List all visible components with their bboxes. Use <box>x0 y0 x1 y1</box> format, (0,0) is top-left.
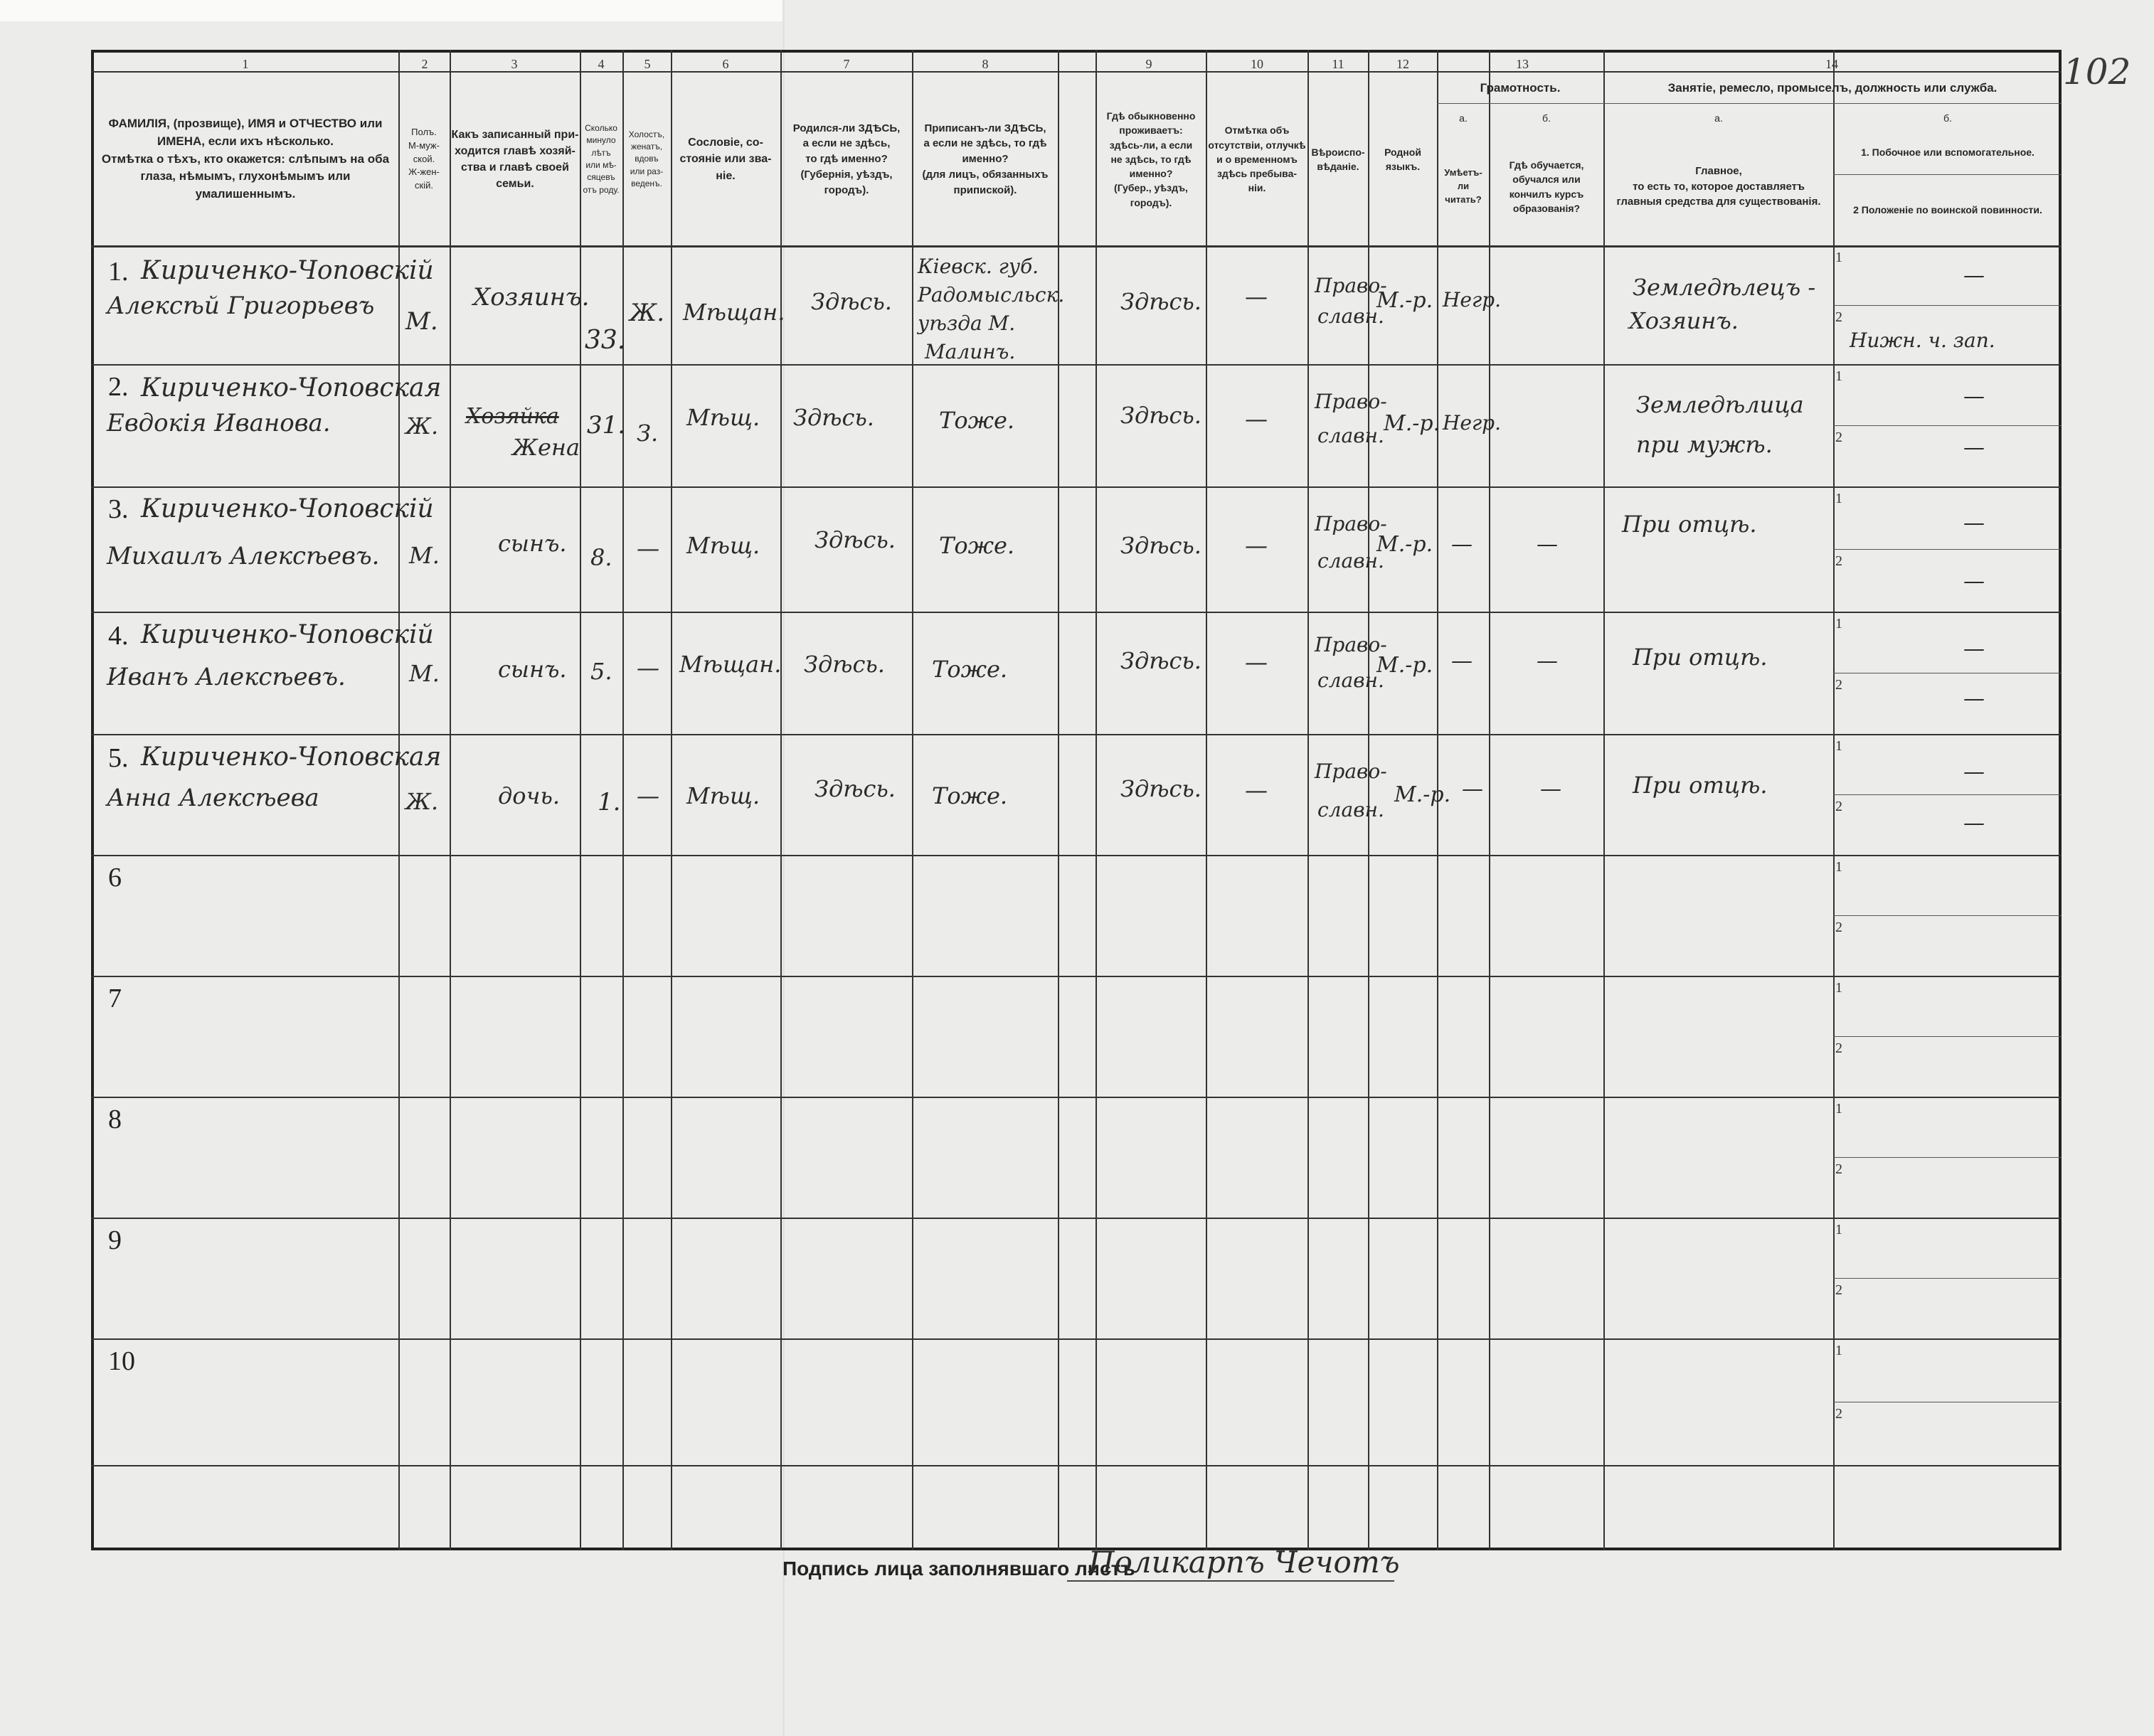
row4-religion-line2: славн. <box>1317 669 1384 692</box>
literacy-subrule <box>1437 103 1603 104</box>
col-divider <box>1603 50 1605 1550</box>
header-residence: Гдѣ обыкновенно проживаетъ: здѣсь-ли, а если не здѣсь, то гдѣ именно? (Губер., уѣздъ, городъ). <box>1106 110 1196 208</box>
row1-age: 33. <box>585 326 626 355</box>
row4-absence: — <box>1245 649 1268 676</box>
header-name: ФАМИЛІЯ, (прозвище), ИМЯ и ОТЧЕСТВО или ИМЕНА, если ихъ нѣсколько. Отмѣтка о тѣхъ, кто окажется: слѣпымъ на оба глаза, нѣмымъ, глухонѣмымъ или умалишеннымъ. <box>101 117 390 201</box>
header-can-read: Умѣетъ- ли читать? <box>1444 167 1482 205</box>
row2-literacy: Негр. <box>1443 411 1501 435</box>
header-occupation-b-letter: б. <box>1943 112 1952 124</box>
row-number-5: 5. <box>108 743 129 773</box>
row4-surname: Кириченко-Чоповскій <box>141 620 434 649</box>
row3-estate: Мѣщ. <box>686 532 760 559</box>
signature-label: Подпись лица заполнявшаго листъ <box>782 1557 1135 1580</box>
row4-age: 5. <box>590 658 612 685</box>
row-divider <box>91 1097 2062 1098</box>
row1-literacy: Негр. <box>1443 288 1501 311</box>
military-status-label: 2 <box>1835 309 1842 325</box>
row3-age: 8. <box>590 544 612 571</box>
header-birthplace: Родился-ли ЗДѢСЬ, а если не здѣсь, то гдѣ именно? (Губернія, уѣздъ, городъ). <box>792 122 901 196</box>
row4-birthplace: Здѣсь. <box>804 651 885 678</box>
column-number-7: 7 <box>843 57 850 71</box>
col-divider <box>1058 50 1059 1550</box>
row2-age: 31. <box>587 411 626 440</box>
col-divider <box>580 50 581 1550</box>
row2-relation: Жена <box>512 434 580 461</box>
header-religion: Вѣроиспо- вѣданіе. <box>1311 146 1365 172</box>
military-subrow-divider <box>1833 1278 2062 1279</box>
row3-residence: Здѣсь. <box>1120 532 1201 559</box>
row4-relation: сынъ. <box>498 656 567 683</box>
column-number-12: 12 <box>1396 57 1409 71</box>
side-occupation-label: 1 <box>1835 1343 1842 1358</box>
col-divider <box>671 50 672 1550</box>
column-number-2: 2 <box>421 57 428 71</box>
row2-religion-line1: Право- <box>1315 390 1387 413</box>
header-main-occupation: Главное, то есть то, которое доставляетъ главныя средства для существованія. <box>1616 164 1821 208</box>
row-divider <box>91 976 2062 977</box>
row1-estate: Мѣщан. <box>683 299 785 326</box>
row1-military-status: Нижн. ч. зап. <box>1850 329 1995 352</box>
row1-religion-line1: Право- <box>1315 274 1387 297</box>
occupation-subrule <box>1603 103 2062 104</box>
row-divider <box>91 612 2062 613</box>
row5-birthplace: Здѣсь. <box>815 775 896 802</box>
military-status-label: 2 <box>1835 920 1842 935</box>
row5-registered: Тоже. <box>932 782 1008 809</box>
header-education: Гдѣ обучается, обучался или кончилъ курсъ образованія? <box>1509 159 1584 214</box>
side-occupation-label: 1 <box>1835 1222 1842 1237</box>
header-occupation: Занятіе, ремесло, промыселъ, должность или служба. <box>1667 80 1998 95</box>
row5-education: — <box>1540 777 1561 802</box>
signature-line <box>1067 1580 1394 1582</box>
side-occupation-label: 1 <box>1835 368 1842 384</box>
row-divider <box>91 1338 2062 1340</box>
row4-main-occupation: При отцѣ. <box>1633 644 1768 671</box>
military-subrow-divider <box>1833 794 2062 795</box>
side-occupation-label: 1 <box>1835 1101 1842 1117</box>
col-divider <box>1489 50 1490 1550</box>
row1-birthplace: Здѣсь. <box>811 288 892 315</box>
side-occupation-label: 1 <box>1835 491 1842 506</box>
column-number-8: 8 <box>982 57 989 71</box>
row1-sex: М. <box>405 307 438 336</box>
column-number-5: 5 <box>644 57 651 71</box>
row4-sex: М. <box>409 660 440 687</box>
row2-language: М.-р. <box>1384 411 1441 436</box>
row3-registered: Тоже. <box>939 532 1015 559</box>
row2-relation-struck: Хозяйка <box>466 404 559 429</box>
row4-estate: Мѣщан. <box>679 651 782 678</box>
military-subrow-divider <box>1833 915 2062 916</box>
military-status-label: 2 <box>1835 1282 1842 1298</box>
row5-literacy: — <box>1462 777 1483 802</box>
row5-surname: Кириченко-Чоповская <box>141 742 442 772</box>
row4-residence: Здѣсь. <box>1120 647 1201 674</box>
header-estate: Сословіе, со- стояніе или зва- ніе. <box>679 137 772 182</box>
row-number-10: 10 <box>108 1346 135 1376</box>
row3-main-occupation: При отцѣ. <box>1622 511 1757 538</box>
row1-registered-line1: Кіевск. губ. <box>918 255 1039 278</box>
col-divider <box>622 50 624 1550</box>
row-number-1: 1. <box>108 257 129 287</box>
col-divider <box>450 50 451 1550</box>
row5-language: М.-р. <box>1394 782 1451 807</box>
row1-main-occupation-2: Хозяинъ. <box>1629 307 1739 334</box>
row4-given-name: Иванъ Алексѣевъ. <box>107 663 346 691</box>
column-number-4: 4 <box>598 57 605 71</box>
side-occupation-label: 1 <box>1835 616 1842 632</box>
row5-military-status: — <box>1963 811 1985 836</box>
military-subrow-divider <box>1833 305 2062 306</box>
col-divider <box>1307 50 1309 1550</box>
row4-religion-line1: Право- <box>1315 633 1387 656</box>
col-divider <box>1206 50 1207 1550</box>
col-divider <box>912 50 913 1550</box>
row-number-2: 2. <box>108 372 129 402</box>
row1-marital: Ж. <box>630 299 665 327</box>
row3-religion-line1: Право- <box>1315 512 1387 536</box>
row1-absence: — <box>1245 283 1268 310</box>
row3-surname: Кириченко-Чоповскій <box>141 494 434 523</box>
row2-marital: З. <box>637 420 659 447</box>
header-absence: Отмѣтка объ отсутствіи, отлучкѣ и о временномъ здѣсь пребыва- ніи. <box>1208 124 1306 194</box>
row3-relation: сынъ. <box>498 530 567 557</box>
col-divider <box>1833 50 1835 1550</box>
row1-registered-line4: Малинъ. <box>925 340 1016 363</box>
row-divider <box>91 486 2062 488</box>
military-subrow-divider <box>1833 1157 2062 1158</box>
row1-language: М.-р. <box>1376 288 1433 313</box>
military-status-label: 2 <box>1835 1040 1842 1056</box>
row1-side-occupation: — <box>1963 263 1985 288</box>
row4-side-occupation: — <box>1963 637 1985 661</box>
row2-religion-line2: славн. <box>1317 424 1384 447</box>
row5-residence: Здѣсь. <box>1120 775 1201 802</box>
row1-surname: Кириченко-Чоповскій <box>141 256 434 285</box>
header-literacy: Грамотность. <box>1480 80 1561 95</box>
row-divider <box>91 364 2062 366</box>
military-status-label: 2 <box>1835 553 1842 569</box>
row4-literacy: — <box>1451 649 1473 673</box>
military-status-label: 2 <box>1835 799 1842 814</box>
header-relation: Какъ записанный при- ходится главѣ хозяй- ства и главѣ своей семьи. <box>451 128 579 191</box>
side-occupation-label: 1 <box>1835 980 1842 996</box>
row-number-7: 7 <box>108 984 122 1013</box>
military-status-label: 2 <box>1835 1406 1842 1422</box>
column-number-14: 14 <box>1825 57 1838 71</box>
occupation-b-subrule <box>1833 174 2062 175</box>
row5-absence: — <box>1245 777 1268 804</box>
military-subrow-divider <box>1833 549 2062 550</box>
column-number-11: 11 <box>1332 57 1344 71</box>
row2-surname: Кириченко-Чоповская <box>141 373 442 403</box>
row5-relation: дочь. <box>498 782 561 809</box>
row5-sex: Ж. <box>405 788 439 815</box>
page-number: 102 <box>2063 51 2131 92</box>
row3-sex: М. <box>409 542 440 569</box>
row3-education: — <box>1537 532 1558 557</box>
row2-birthplace: Здѣсь. <box>793 404 874 431</box>
column-number-13: 13 <box>1516 57 1529 71</box>
row1-registered-line2: Радомысльск. <box>918 283 1065 307</box>
header-military-status: 2 Положеніе по воинской повинности. <box>1853 203 2042 215</box>
row5-estate: Мѣщ. <box>686 782 760 809</box>
row-number-6: 6 <box>108 863 122 893</box>
row2-given-name: Евдокія Иванова. <box>107 409 331 437</box>
header-sex: Полъ. М-муж- ской. Ж-жен- скій. <box>408 126 440 191</box>
paper-top-band <box>0 0 782 21</box>
row1-relation: Хозяинъ. <box>473 283 590 311</box>
row5-side-occupation: — <box>1963 760 1985 784</box>
row5-marital: — <box>637 782 659 809</box>
row4-education: — <box>1537 649 1558 673</box>
military-subrow-divider <box>1833 425 2062 426</box>
row4-language: М.-р. <box>1376 653 1433 678</box>
military-status-label: 2 <box>1835 430 1842 445</box>
row-number-8: 8 <box>108 1104 122 1134</box>
side-occupation-label: 1 <box>1835 250 1842 265</box>
military-subrow-divider <box>1833 1036 2062 1037</box>
header-side-occupation: 1. Побочное или вспомогательное. <box>1861 146 2034 158</box>
header-bottom-rule <box>91 245 2062 247</box>
row2-sex: Ж. <box>405 412 439 440</box>
signature: Поликарпъ Чечотъ <box>1088 1545 1400 1580</box>
header-literacy-b-letter: б. <box>1542 112 1551 124</box>
row2-registered: Тоже. <box>939 407 1015 434</box>
row1-religion-line2: славн. <box>1317 304 1384 328</box>
column-number-3: 3 <box>511 57 518 71</box>
row1-residence: Здѣсь. <box>1120 288 1201 315</box>
row-number-3: 3. <box>108 494 129 524</box>
row5-given-name: Анна Алексѣева <box>107 784 319 812</box>
row4-military-status: — <box>1963 686 1985 711</box>
row3-language: М.-р. <box>1376 532 1433 557</box>
row1-main-occupation: Земледѣлецъ - <box>1633 274 1816 301</box>
header-literacy-a-letter: а. <box>1459 112 1468 124</box>
row4-marital: — <box>637 654 659 681</box>
col-divider <box>780 50 782 1550</box>
row2-main-occupation-2: при мужѣ. <box>1636 431 1773 458</box>
military-status-label: 2 <box>1835 677 1842 693</box>
column-number-1: 1 <box>242 57 249 71</box>
header-language: Родной языкъ. <box>1384 146 1421 172</box>
row5-religion-line2: славн. <box>1317 798 1384 821</box>
row2-main-occupation: Земледѣлица <box>1636 391 1804 418</box>
header-registered: Приписанъ-ли ЗДѢСЬ, а если не здѣсь, то гдѣ именно? (для лицъ, обязанныхъ припиской). <box>922 122 1049 196</box>
row3-military-status: — <box>1963 569 1985 594</box>
row5-religion-line1: Право- <box>1315 760 1387 783</box>
row-number-4: 4. <box>108 621 129 651</box>
column-number-6: 6 <box>722 57 729 71</box>
side-occupation-label: 1 <box>1835 738 1842 754</box>
row3-literacy: — <box>1451 532 1473 557</box>
row3-marital: — <box>637 535 659 562</box>
row2-side-occupation: — <box>1963 384 1985 409</box>
col-divider <box>1095 50 1097 1550</box>
row1-given-name: Алексѣй Григорьевъ <box>107 292 375 320</box>
row-divider <box>91 734 2062 735</box>
colnum-divider <box>91 71 2062 73</box>
row2-estate: Мѣщ. <box>686 404 760 431</box>
row5-main-occupation: При отцѣ. <box>1633 772 1768 799</box>
row1-registered-line3: уѣзда М. <box>918 311 1016 335</box>
row5-age: 1. <box>598 788 621 816</box>
column-number-10: 10 <box>1251 57 1263 71</box>
row3-absence: — <box>1245 532 1268 559</box>
row2-military-status: — <box>1963 435 1985 460</box>
column-number-9: 9 <box>1145 57 1152 71</box>
row-divider <box>91 855 2062 856</box>
row2-absence: — <box>1245 405 1268 432</box>
row3-religion-line2: славн. <box>1317 549 1384 573</box>
row-divider <box>91 1465 2062 1466</box>
side-occupation-label: 1 <box>1835 859 1842 875</box>
row3-side-occupation: — <box>1963 511 1985 536</box>
header-age: Сколько минуло лѣтъ или мѣ- сяцевъ отъ роду. <box>583 122 620 195</box>
row3-given-name: Михаилъ Алексѣевъ. <box>107 542 380 570</box>
row2-residence: Здѣсь. <box>1120 402 1201 429</box>
header-marital: Холостъ, женатъ, вдовъ или раз- веденъ. <box>628 129 665 189</box>
header-occupation-a-letter: а. <box>1714 112 1723 124</box>
row-number-9: 9 <box>108 1225 122 1255</box>
row4-registered: Тоже. <box>932 656 1008 683</box>
military-status-label: 2 <box>1835 1161 1842 1177</box>
row3-birthplace: Здѣсь. <box>815 526 896 553</box>
row-divider <box>91 1218 2062 1219</box>
